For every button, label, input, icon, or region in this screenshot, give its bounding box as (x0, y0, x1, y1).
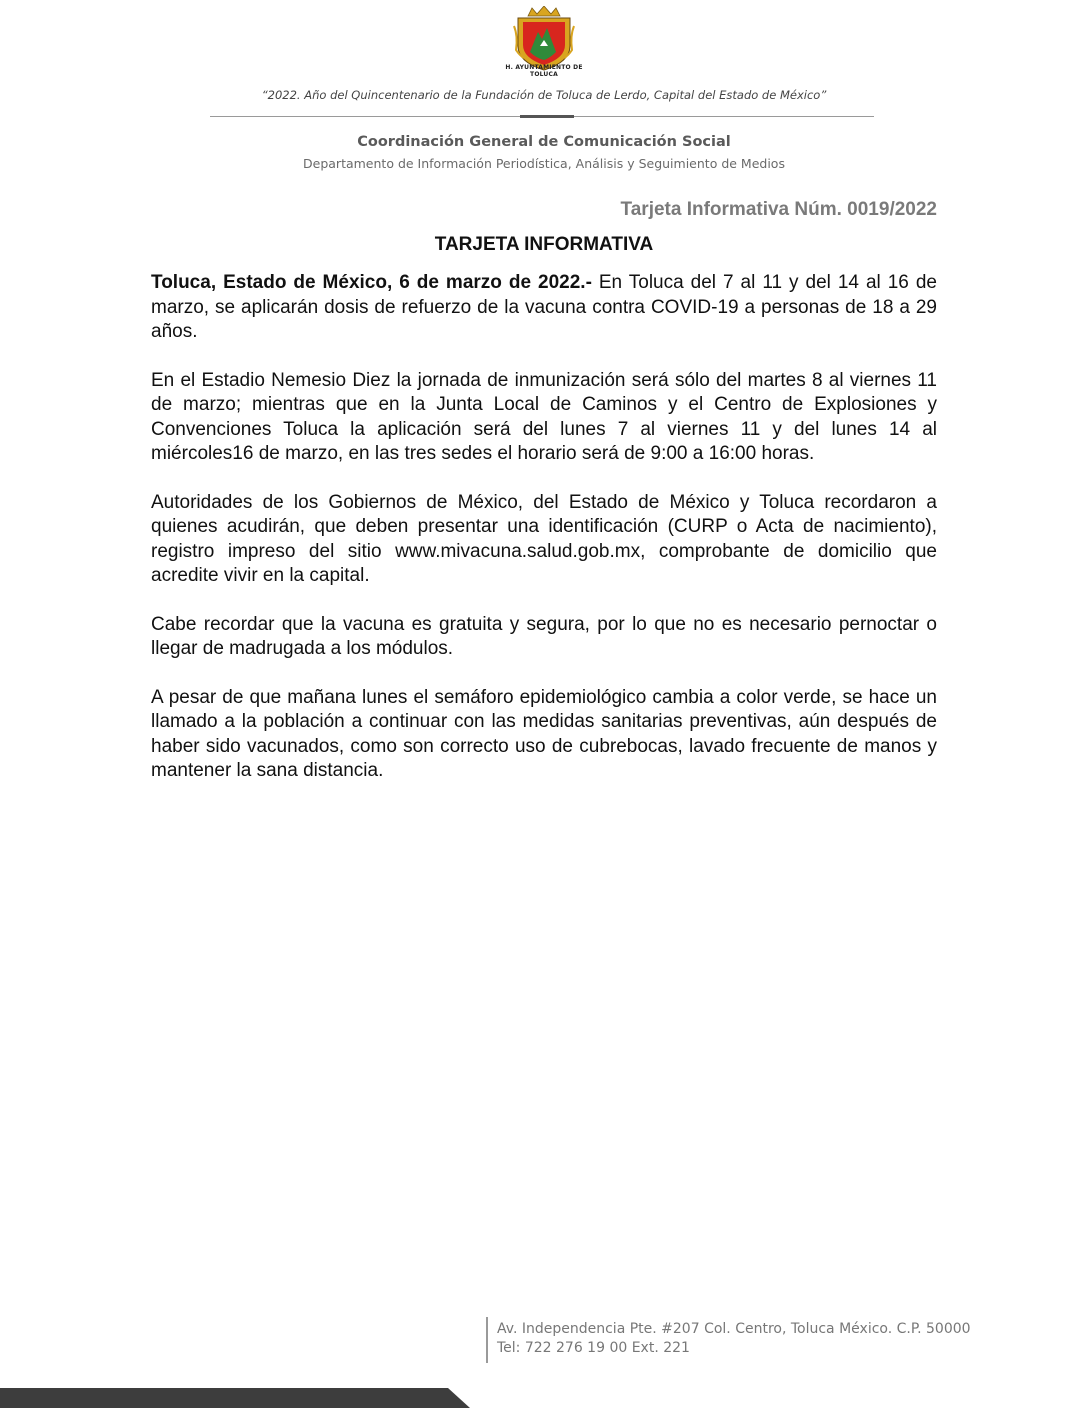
year-motto: “2022. Año del Quincentenario de la Fundación de Toluca de Lerdo, Capital del Estado de México” (261, 88, 827, 102)
department-title: Coordinación General de Comunicación Social (357, 134, 731, 150)
paragraph-5: A pesar de que mañana lunes el semáforo epidemiológico cambia a color verde, se hace un llamado a la población a continuar con las medidas sanitarias preventivas, aún después de haber sido vacunados, como son correcto uso de cubrebocas, lavado frecuente de manos y mantener la sana distancia. (151, 686, 937, 781)
department-subtitle: Departamento de Información Periodística, Análisis y Seguimiento de Medios (303, 156, 785, 171)
logo-caption: H. AYUNTAMIENTO DE TOLUCA (505, 64, 583, 78)
footer-phone: Tel: 722 276 19 00 Ext. 221 (497, 1340, 690, 1356)
card-number: Tarjeta Informativa Núm. 0019/2022 (620, 199, 937, 220)
footer-divider (486, 1317, 488, 1363)
paragraph-3: Autoridades de los Gobiernos de México, del Estado de México y Toluca recordaron a quienes acudirán, que deben presentar una identificación (CURP o Acta de nacimiento), registro impreso del sitio www.mivacuna.salud.gob.mx, comprobante de domicilio que acredite vivir en la capital. (151, 491, 937, 586)
paragraph-4: Cabe recordar que la vacuna es gratuita y segura, por lo que no es necesario pernoctar o llegar de madrugada a los módulos. (151, 613, 937, 659)
header-divider-accent (520, 115, 574, 118)
footer-band (0, 1388, 1088, 1408)
document-title: TARJETA INFORMATIVA (434, 234, 654, 255)
footer-address: Av. Independencia Pte. #207 Col. Centro, Toluca México. C.P. 50000 (497, 1321, 971, 1337)
paragraph-1-text: En Toluca del 7 al 11 y del 14 al 16 de marzo, se aplicarán dosis de refuerzo de la vacuna contra COVID-19 a personas de 18 a 29 años. (151, 272, 937, 342)
document-body (151, 271, 937, 808)
dateline: Toluca, Estado de México, 6 de marzo de 2022.- (151, 272, 592, 293)
paragraph-2: En el Estadio Nemesio Diez la jornada de inmunización será sólo del martes 8 al viernes 11 de marzo; mientras que en la Junta Local de Caminos y el Centro de Explosiones y Convenciones Toluca la aplicación será del lunes 7 al viernes 11 y del lunes 14 al miércoles16 de marzo, en las tres sedes el horario será de 9:00 a 16:00 horas. (151, 369, 937, 464)
paragraph-1 (151, 271, 937, 345)
